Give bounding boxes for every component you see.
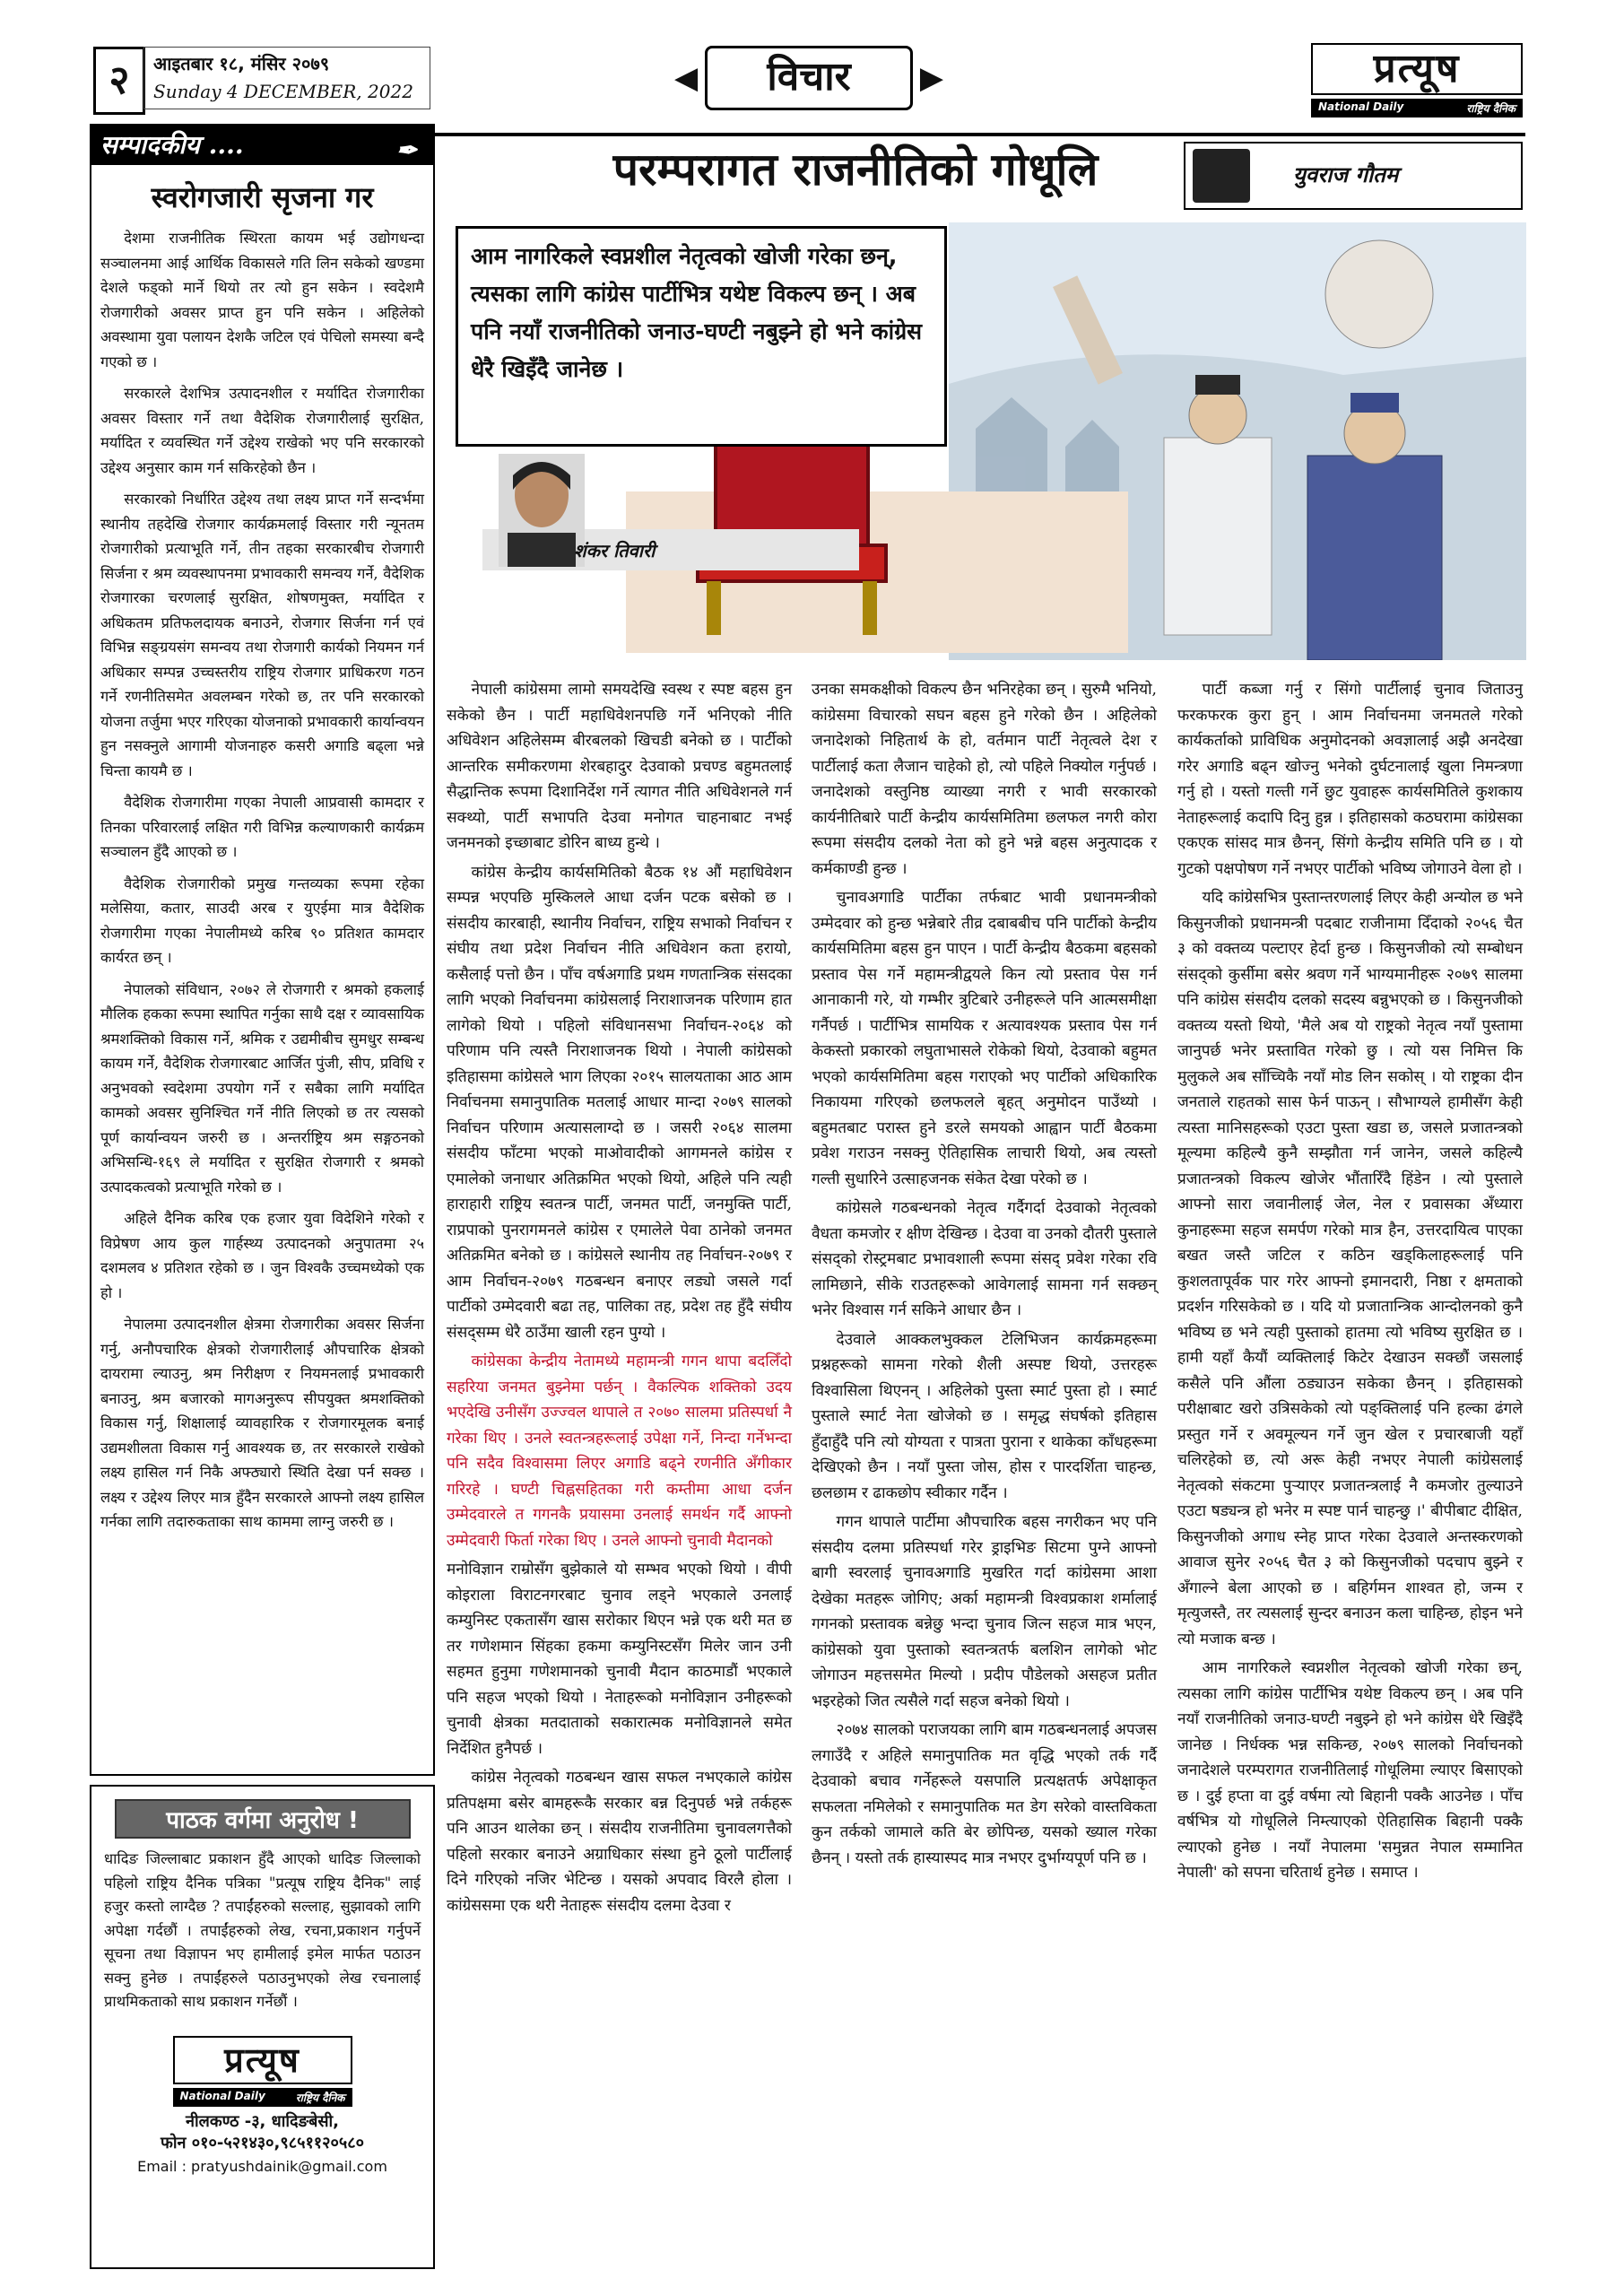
article-paragraph: आम नागरिकले स्वप्नशील नेतृत्वको खोजी गरेका छन्, त्यसका लागि कांग्रेस पार्टीभित्र यथेष्ट विकल्प छन् । अब पनि नयाँ राजनीतिको जनाउ-घण्टी नबुझ्ने हो भने कांग्रेस धेरै खिइँदै जानेछ । निर्धक्क भन्न सकिन्छ, २०७९ सालको निर्वाचनको जनादेशले परम्परागत राजनीतिलाई गोधूलिमा ल्याएर बिसाएको छ । दुई हप्ता वा दुई वर्षमा त्यो बिहानी पक्कै आउनेछ । पाँच वर्षभित्र यो गोधूलिले निम्त्याएको ऐतिहासिक बिहानी पक्कै ल्याएको हुनेछ । नयाँ नेपालमा 'समुन्नत नेपाल सम्मानित नेपाली' को सपना चरितार्थ हुनेछ । समाप्त । [1177, 1659, 1523, 1882]
article-column-2 [812, 677, 1157, 1874]
author-box [1184, 142, 1523, 210]
editorial-paragraph: सरकारको निर्धारित उद्देश्य तथा लक्ष्य प्राप्त गर्ने सन्दर्भमा स्थानीय तहदेखि रोजगार कार्यक्रमलाई विस्तार गरी न्यूनतम रोजगारीको प्रत्याभूति गर्ने, तीन तहका सरकारबीच रोजगारी सिर्जना र श्रम व्यवस्थापनमा प्रभावकारी समन्वय गर्ने, वैदेशिक रोजगारका चरणलाई सुरक्षित, शोषणमुक्त, मर्यादित र अधिकतम प्रतिफलदायक बनाउने, रोजगार सिर्जना गर्न एवं विभिन्न सङ्ग्रयसंग समन्वय तथा रोजगारी कार्यको नियमन गर्न अधिकार सम्पन्न उच्चस्तरीय राष्ट्रिय रोजगार प्राधिकरण गठन गर्ने रणनीतिसमेत अवलम्बन गरेको छ, तर पनि सरकारको योजना तर्जुमा भएर गरिएका योजनाको प्रभावकारी कार्यान्वयन हुन नसक्नुले आगामी योजनाहरु कसरी अगाडि बढ्ला भन्ने चिन्ता कायमै छ । [100, 491, 424, 779]
next-section-icon[interactable]: ▶ [919, 60, 943, 96]
reader-request-title: पाठक वर्गमा अनुरोध ! [115, 1799, 411, 1839]
article-column-1 [447, 677, 792, 1922]
article-paragraph: देउवाले आक्कलभुक्कल टेलिभिजन कार्यक्रमहरूमा प्रश्नहरूको सामना गरेको शैली अस्पष्ट थियो, उत्तरहरू विश्वासिला थिएनन् । अहिलेको पुस्ता स्मार्ट पुस्ता हो । स्मार्ट पुस्ताले स्मार्ट नेता खोजेको छ । समृद्ध संघर्षको इतिहास हुँदाहुँदै पनि त्यो योग्यता र पात्रता पुराना र थाकेका काँधहरूमा देखिएको छैन । नयाँ पुस्ता जोस, होस र पारदर्शिता चाहन्छ, छलछाम र ढाकछोप स्वीकार गर्दैन । [812, 1330, 1157, 1502]
article-paragraph: पार्टी कब्जा गर्नु र सिंगो पार्टीलाई चुनाव जिताउनु फरकफरक कुरा हुन् । आम निर्वाचनमा जनमतले गरेको कार्यकर्ताको प्राविधिक अनुमोदनको अवज्ञालाई अझै अनदेखा गरेर अगाडि बढ्न खोज्नु भनेको दुर्घटनालाई खुला निमन्त्रणा गर्नु हो । यस्तो गल्ती गर्ने छुट युवाहरू कार्यसमितिले कुशकाय नेताहरूलाई कदापि दिनु हुन्न । इतिहासको कठघरामा कांग्रेसका एकएक सांसद मात्र छैनन्, सिंगो केन्द्रीय समिति पनि छ । यो गुटको पक्षपोषण गर्ने नभएर पार्टीको भविष्य जोगाउने वेला हो । [1177, 681, 1523, 878]
editorial-paragraph: सरकारले देशभित्र उत्पादनशील र मर्यादित रोजगारीका अवसर विस्तार गर्ने तथा वैदेशिक रोजगारीलाई सुरक्षित, मर्यादित र व्यवस्थित गर्ने उद्देश्य राखेको भए पनि सरकारको उद्देश्य अनुसार काम गर्न सकिरहेको छैन । [100, 385, 424, 476]
date-block [143, 47, 430, 109]
editorial-column [90, 124, 435, 1776]
request-logo-sub-nepali: राष्ट्रिय दैनिक [295, 2091, 345, 2104]
article-paragraph: मनोविज्ञान राम्रोसँग बुझेकाले यो सम्भव भएको थियो । वीपी कोइराला विराटनगरबाट चुनाव लड्ने भएकाले उनलाई कम्युनिस्ट एकतासँग खास सरोकार थिएन भन्ने एक थरी मत छ तर गणेशमान सिंहका हकमा कम्युनिस्टसँग मिलेर जान उनी सहमत हुनुमा गणेशमानको चुनावी मैदान काठमाडौं भएकाले पनि सहज भएको थियो । नेताहरूको मनोविज्ञान उनीहरूको चुनावी क्षेत्रका मतदाताको सकारात्मक मनोविज्ञानले समेत निर्देशित हुनैपर्छ । [447, 1561, 792, 1758]
reader-request-text: धादिङ जिल्लाबाट प्रकाशन हुँदै आएको धादिङ जिल्लाको पहिलो राष्ट्रिय दैनिक पत्रिका "प्रत्यूष राष्ट्रिय दैनिक" लाई हजुर कस्तो लाग्दैछ ? तपाईंहरुको सल्लाह, सुझावको लागि अपेक्षा गर्दछौं । तपाईंहरुको लेख, रचना,प्रकाशन गर्नुपर्ने सूचना तथा विज्ञापन भए हामीलाई इमेल मार्फत पठाउन सक्नु हुनेछ । तपाईंहरुले पठाउनुभएको लेख रचनालाई प्राथमिकताको साथ प्रकाशन गर्नेछौं । [104, 1850, 421, 2010]
prev-section-icon[interactable]: ◀ [674, 60, 699, 96]
article-paragraph: नेपाली कांग्रेसमा लामो समयदेखि स्वस्थ र स्पष्ट बहस हुन सकेको छैन । पार्टी महाधिवेशनपछि गर्ने भनिएको नीति अधिवेशन अहिलेसम्म बीरबलको खिचडी बनेको छ । पार्टीको आन्तरिक समीकरणमा शेरबहादुर देउवाको प्रचण्ड बहुमतलाई सैद्धान्तिक रूपमा दिशानिर्देश गर्ने त्यागत नीति अधिवेशनले गर्न सक्थ्यो, पार्टी सभापति देउवा मनोगत चाहनाबाट नभई जनमनको इच्छाबाट डोरिन बाध्य हुन्थे । [447, 681, 792, 852]
article-paragraph: चुनावअगाडि पार्टीका तर्फबाट भावी प्रधानमन्त्रीको उम्मेदवार को हुन्छ भन्नेबारे तीव्र दबाबबीच पनि पार्टीको केन्द्रीय कार्यसमितिमा बहस हुन पाएन । पार्टी केन्द्रीय बैठकमा बहसको प्रस्ताव पेस गर्ने महामन्त्रीद्वयले किन त्यो प्रस्ताव पेस गर्न आनाकानी गरे, यो गम्भीर त्रुटिबारे उनीहरूले पनि आत्मसमीक्षा गर्नैपर्छ । पार्टीभित्र सामयिक र अत्यावश्यक प्रस्ताव पेस गर्न केकस्तो प्रकारको लघुताभासले रोकेको थियो, देउवाको बहुमत भएको कार्यसमितिमा बहस गराएको भए पार्टीको अधिकारिक निकायमा गरिएको छलफलले बृहत् अनुमोदन पाउँथ्यो । बहुमतबाट परास्त हुने डरले समयको आह्वान पार्टी बैठकमा प्रवेश गराउन नसक्नु ऐतिहासिक लाचारी थियो, अब त्यस्तो गल्ती सुधारिने उत्साहजनक संकेत देखा परेको छ । [812, 889, 1157, 1188]
request-logo-sub-english: National Daily [179, 2089, 265, 2102]
date-nepali: आइतबार १८, मंसिर २०७९ [153, 53, 330, 74]
pull-quote-box [456, 226, 947, 447]
editorial-paragraph: वैदेशिक रोजगारीको प्रमुख गन्तव्यका रूपमा रहेका मलेसिया, कतार, साउदी अरब र युएईमा मात्र वैदेशिक रोजगारीमा गएका नेपालीमध्ये करिब ९० प्रतिशत कामदार कार्यरत छन् । [100, 874, 424, 966]
date-english: Sunday 4 DECEMBER, 2022 [153, 81, 413, 102]
editorial-paragraph: अहिले दैनिक करिब एक हजार युवा विदेशिने गरेको र विप्रेषण आय कुल गार्हस्थ्य उत्पादनको अनुपातमा २५ दशमलव ४ प्रतिशत रहेको छ । जुन विश्वकै उच्चमध्येको एक हो । [100, 1210, 424, 1301]
editorial-paragraph: नेपालमा उत्पादनशील क्षेत्रमा रोजगारीका अवसर सिर्जना गर्नु, अनौपचारिक क्षेत्रको रोजगारीलाई औपचारिक क्षेत्रको दायरामा ल्याउनु, श्रम निरीक्षण र नियमनलाई प्रभावकारी बनाउनु, श्रम बजारको मागअनुरूप सीपयुक्त श्रमशक्तिको विकास गर्नु, शिक्षालाई व्यावहारिक र रोजगारमूलक बनाई उद्यमशीलता विकास गर्नु आवश्यक छ, तर सरकारले राखेको लक्ष्य हासिल गर्न निकै अफ्ठ्यारो स्थिति देखा पर्न सक्छ । लक्ष्य र उद्देश्य लिएर मात्र हुँदैन सरकारले आफ्नो लक्ष्य हासिल गर्नका लागि तदारुकताका साथ काममा लाग्नु जरुरी छ । [100, 1316, 424, 1530]
editorial-paragraph: देशमा राजनीतिक स्थिरता कायम भई उद्योगधन्दा सञ्चालनमा आई आर्थिक विकासले गति लिन सकेको खण्डमा देशले फड्को मार्ने थियो तर त्यो हुन सकेन । स्वदेशमै रोजगारीको अवसर प्राप्त हुन पनि सकेन । अहिलेको अवस्थामा युवा पलायन देशकै जटिल एवं पेचिलो समस्या बन्दै गएको छ । [100, 230, 424, 370]
article-paragraph: गगन थापाले पार्टीमा औपचारिक बहस नगरीकन भए पनि संसदीय दलमा प्रतिस्पर्धा गरेर ड्राइभिङ सिटमा पुग्ने आफ्नो बागी स्वरलाई चुनावअगाडि मुखरित गर्दा कांग्रेसमा आशा देखेका मतहरू जोगिए; अर्का महामन्त्री विश्वप्रकाश शर्मालाई गगनको प्रस्तावक बन्नेछु भन्दा चुनाव जित्न सहज मात्र भएन, कांग्रेसको युवा पुस्ताको स्वतन्त्रतर्फ बलशिन लागेको भोट जोगाउन महत्तसमेत मिल्यो । प्रदीप पौडेलको असहज प्रतीत भइरहेको जित त्यसैले गर्दा सहज बनेको थियो । [812, 1513, 1157, 1710]
article-paragraph: २०७४ सालको पराजयका लागि बाम गठबन्धनलाई अपजस लगाउँदै र अहिले समानुपातिक मत वृद्धि भएको तर्क गर्दै देउवाको बचाव गर्नेहरूले यसपालि प्रत्यक्षतर्फ अपेक्षाकृत सफलता नमिलेको र समानुपातिक मत डेग सरेको वास्तविकता कुन तर्कको जामाले कति बेर छोपिन्छ, यसको ख्याल गरेका छैनन् । यस्तो तर्क हास्यास्पद मात्र नभएर दुर्भाग्यपूर्ण पनि छ । [812, 1721, 1157, 1867]
logo-sub-english: National Daily [1318, 100, 1404, 113]
section-title: विचार [705, 46, 913, 110]
pen-icon: ✒ [395, 135, 417, 165]
request-address: नीलकण्ठ -३, धादिङबेसी, [185, 2111, 340, 2131]
cartoonist-name: शंकर तिवारी [574, 540, 656, 561]
article-paragraph: कांग्रेसले गठबन्धनको नेतृत्व गर्दैगर्दा देउवाको नेतृत्वको वैधता कमजोर र क्षीण देखिन्छ । देउवा वा उनको दौतरी पुस्ताले संसद्को रोस्ट्रमबाट प्रभावशाली रूपमा संसद् प्रवेश गरेका रवि लामिछाने, सीके राउतहरूको आवेगलाई सामना गर्न सक्छन् भनेर विश्वास गर्न सकिने आधार छैन । [812, 1199, 1157, 1319]
article-column-3 [1177, 677, 1523, 1890]
editorial-banner [91, 126, 433, 165]
page-number: २ [93, 47, 145, 115]
logo-sub-nepali: राष्ट्रिय दैनिक [1466, 102, 1515, 115]
editorial-banner-label: सम्पादकीय .... [100, 130, 244, 160]
article-paragraph: कांग्रेस नेतृत्वको गठबन्धन खास सफल नभएकाले कांग्रेस प्रतिपक्षमा बसेर बामहरूकै सरकार बन्न दिनुपर्छ भन्ने तर्कहरू पनि आउन थालेका छन् । संसदीय राजनीतिमा चुनावलगत्तैको पहिलो सरकार बनाउने अग्राधिकार संस्था हुने ठूलो पार्टीलाई दिने गरिएको नजिर भेटिन्छ । यसको अपवाद विरलै होला । कांग्रेससमा एक थरी नेताहरू संसदीय दलमा देउवा र [447, 1769, 792, 1915]
cartoonist-photo [499, 454, 585, 567]
request-logo-subtitle [173, 2088, 352, 2107]
request-logo-text: प्रत्यूष [173, 2036, 352, 2084]
article-paragraph: कांग्रेस केन्द्रीय कार्यसमितिको बैठक १४ औं महाधिवेशन सम्पन्न भएपछि मुस्किलले आधा दर्जन पटक बसेको छ । संसदीय कारबाही, स्थानीय निर्वाचन, राष्ट्रिय सभाको निर्वाचन र संघीय तथा प्रदेश निर्वाचन नीति अधिवेशन कता हरायो, कसैलाई पत्तो छैन । पाँच वर्षअगाडि प्रथम गणतान्त्रिक संसदका लागि भएको निर्वाचनमा कांग्रेसलाई निराशाजनक परिणाम हात लागेको थियो । पहिलो संविधानसभा निर्वाचन-२०६४ को परिणाम पनि त्यस्तै निराशाजनक थियो । नेपाली कांग्रेसको इतिहासमा कांग्रेसले भाग लिएका २०१५ सालयताका आठ आम निर्वाचनमा समानुपातिक मतलाई आधार मान्दा २०७९ सालको निर्वाचन परिणाम अत्यासलाग्दो छ । जसरी २०६४ सालमा संसदीय फाँटमा भएको माओवादीको आगमनले कांग्रेस र एमालेको जनाधार अतिक्रमित भएको थियो, अहिले पनि त्यही हाराहारी राष्ट्रिय स्वतन्त्र पार्टी, जनमत पार्टी, जनमुक्ति पार्टी, राप्रपाको पुनरागमनले कांग्रेस र एमालेले पेवा ठानेको जनमत अतिक्रमित बनेको छ । कांग्रेसले स्थानीय तह निर्वाचन-२०७९ र आम निर्वाचन-२०७९ गठबन्धन बनाएर लड्यो जसले गर्दा पार्टीको उम्मेदवारी बढा तह, पालिका तह, प्रदेश तह हुँदै संघीय संसद्सम्म धेरै ठाउँमा खाली रहन पुग्यो । [447, 863, 792, 1342]
request-email[interactable]: Email : pratyushdainik@gmail.com [137, 2157, 387, 2175]
logo-subtitle [1311, 99, 1523, 117]
newspaper-logo [1311, 43, 1523, 117]
section-nav [674, 47, 943, 109]
request-phone: फोन ०१०-५२१४३०,९८५११२०५८० [161, 2133, 364, 2152]
editorial-paragraph: नेपालको संविधान, २०७२ ले रोजगारी र श्रमको हकलाई मौलिक हकका रूपमा स्थापित गर्नुका साथै दक्ष र व्यावसायिक श्रमशक्तिको विकास गर्ने, श्रमिक र उद्यमीबीच सुमधुर सम्बन्ध कायम गर्ने, वैदेशिक रोजगारबाट आर्जित पुंजी, सीप, प्रविधि र अनुभवको स्वदेशमा उपयोग गर्ने र सबैका लागि मर्यादित कामको अवसर सुनिश्चित गर्ने नीति लिएको छ तर त्यसको पूर्ण कार्यान्वयन जरुरी छ । अन्तर्राष्ट्रिय श्रम सङ्गठनको अभिसन्धि-१६९ ले मर्यादित र सुरक्षित रोजगारी र श्रमको उत्पादकत्वको प्रत्याभूति गरेको छ । [100, 980, 424, 1196]
editorial-paragraph: वैदेशिक रोजगारीमा गएका नेपाली आप्रवासी कामदार र तिनका परिवारलाई लक्षित गरी विभिन्न कल्याणकारी कार्यक्रम सञ्चालन हुँदै आएको छ । [100, 794, 424, 860]
request-logo [173, 2036, 352, 2102]
article-paragraph: उनका समकक्षीको विकल्प छैन भनिरहेका छन् । सुरुमै भनियो, कांग्रेसमा विचारको सघन बहस हुने गरेको छैन । अहिलेको जनादेशको निहितार्थ के हो, वर्तमान पार्टी नेतृत्वले देश र पार्टीलाई कता लैजान चाहेको हो, त्यो पहिले निक्योल गर्नुपर्छ । जनादेशको वस्तुनिष्ठ व्याख्या नगरी र भावी सरकारको कार्यनीतिबारे पार्टी केन्द्रीय कार्यसमितिमा छलफल नगरी कोरा रूपमा संसदीय दलको नेता को हुने भन्ने बहस अनुत्पादक र कर्मकाण्डी हुन्छ । [812, 681, 1157, 878]
article-paragraph: यदि कांग्रेसभित्र पुस्तान्तरणलाई लिएर केही अन्योल छ भने किसुनजीको प्रधानमन्त्री पदबाट राजीनामा दिँदाको २०५६ चैत ३ को वक्तव्य पल्टाएर हेर्दा हुन्छ । किसुनजीको त्यो सम्बोधन संसद्को कुर्सीमा बसेर श्रवण गर्ने भाग्यमानीहरू २०७९ सालमा पनि कांग्रेस संसदीय दलको सदस्य बन्नुभएको छ । किसुनजीको वक्तव्य यस्तो थियो, 'मैले अब यो राष्ट्रको नेतृत्व नयाँ पुस्तामा जानुपर्छ भनेर प्रस्तावित गरेको छु । त्यो यस निमित्त कि मुलुकले अब साँच्चिकै नयाँ मोड लिन सकोस् । यो राष्ट्रका दीन जनताले राहतको सास फेर्न पाऊन् । सौभाग्यले हामीसँग केही त्यस्ता मानिसहरूको एउटा पुस्ता खडा छ, जसले प्रजातन्त्रको मूल्यमा कहिल्यै कुनै सम्झौता गर्न जानेन, जसले कहिल्यै प्रजातन्त्रको विकल्प खोजेर भौंतारिँदै हिंडेन । त्यो पुस्ताले आफ्नो सारा जवानीलाई जेल, नेल र प्रवासका अँध्यारा कुनाहरूमा सहज समर्पण गरेको मात्र हैन, उत्तरदायित्व पाएका बखत जस्तै जटिल र कठिन खड्किलाहरूलाई पनि कुशलतापूर्वक पार गरेर आफ्नो इमानदारी, निष्ठा र क्षमताको प्रदर्शन गरिसकेको छ । यदि यो प्रजातान्त्रिक आन्दोलनको कुनै भविष्य छ भने त्यही पुस्ताको हातमा त्यो भविष्य सुरक्षित छ । हामी यहाँ कैयौं व्यक्तिलाई किटेर देखाउन सक्छौं जसलाई कसैले पनि औंला ठड्याउन सकेका छैनन् । इतिहासको परीक्षाबाट खरो उत्रिसकेको त्यो पङ्क्तिलाई पनि हल्का ढंगले प्रस्तुत गर्ने र अवमूल्यन गर्ने जुन खेल र प्रचारबाजी यहाँ चलिरहेको छ, त्यो अरू केही नभएर नेपाली कांग्रेसलाई नेतृत्वको संकटमा पुऱ्याएर प्रजातन्त्रलाई नै कमजोर तुल्याउने एउटा षड्यन्त्र हो भनेर म स्पष्ट पार्न चाहन्छु ।' बीपीबाट दीक्षित, किसुनजीको अगाध स्नेह प्राप्त गरेका देउवाले अन्तस्करणको आवाज सुनेर २०५६ चैत ३ को किसुनजीको पदचाप बुझ्ने र अँगाल्ने बेला आएको छ । बहिर्गमन शाश्वत हो, जन्म र मृत्युजस्तै, तर त्यसलाई सुन्दर बनाउन कला चाहिन्छ, होइन भने त्यो मजाक बन्छ । [1177, 889, 1523, 1648]
article-highlight-paragraph: कांग्रेसका केन्द्रीय नेतामध्ये महामन्त्री गगन थापा बदलिँदो सहरिया जनमत बुझ्नेमा पर्छन् । वैकल्पिक शक्तिको उदय भएदेखि उनीसँग उज्ज्वल थापाले त २०७० सालमा प्रतिस्पर्धा नै गरेका थिए । उनले स्वतन्त्रहरूलाई उपेक्षा गर्ने, निन्दा गर्नेभन्दा पनि सदैव विश्वासमा लिएर अगाडि बढ्ने रणनीति अँगीकार गरिरहे । घण्टी चिह्नसहितका गरी कम्तीमा आधा दर्जन उम्मेदवारले त गगनकै प्रयासमा उनलाई समर्थन गर्दै आफ्नो उम्मेदवारी फिर्ता गरेका थिए । उनले आफ्नो चुनावी मैदानको [447, 1352, 792, 1550]
author-name: युवराज गौतम [1293, 162, 1399, 187]
reader-request-box [90, 1785, 435, 2269]
article-headline: परम्परागत राजनीतिको गोधूलि [612, 144, 1099, 196]
logo-text: प्रत्यूष [1311, 43, 1523, 95]
author-thumbnail-icon [1193, 149, 1250, 203]
pull-quote-text: आम नागरिकले स्वप्नशील नेतृत्वको खोजी गरेका छन्, त्यसका लागि कांग्रेस पार्टीभित्र यथेष्ट विकल्प छन् । अब पनि नयाँ राजनीतिको जनाउ-घण्टी नबुझ्ने हो भने कांग्रेस धेरै खिइँदै जानेछ । [471, 243, 923, 382]
editorial-title: स्वरोगजारी सृजना गर [151, 180, 374, 214]
editorial-body [100, 226, 424, 1542]
